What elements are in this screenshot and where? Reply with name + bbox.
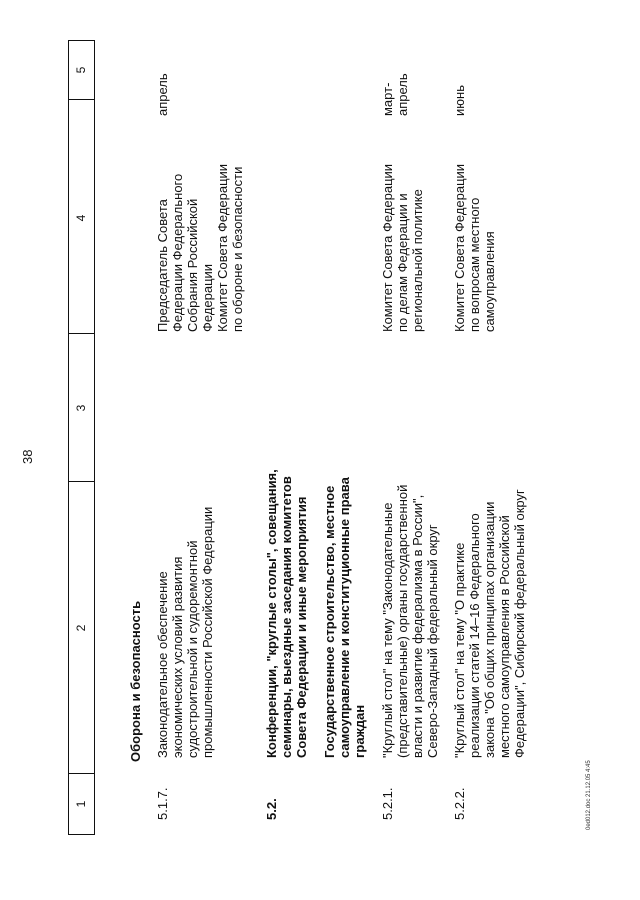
header-bottom-border [94, 40, 95, 835]
period-line: март- [380, 82, 395, 116]
title-line: реализации статей 14–16 Федерального [467, 513, 482, 758]
title-line: Федерации", Сибирский федеральный округ [512, 489, 527, 758]
header-right-border [68, 40, 95, 41]
title-line: местного самоуправления в Российской [497, 515, 512, 758]
responsible-line: Собрания Российской [185, 198, 200, 332]
responsible-line: Комитет Совета Федерации [380, 163, 395, 332]
column-header-5: 5 [74, 66, 88, 74]
title-line: Конференции, "круглые столы", совещания, [264, 469, 279, 758]
section-heading: Оборона и безопасность [128, 600, 143, 762]
responsible-line: по вопросам местного [467, 197, 482, 332]
row-number: 5.2.1. [380, 787, 395, 820]
subheading-line: граждан [352, 704, 367, 758]
header-divider-2 [68, 481, 95, 482]
header-divider-1 [68, 773, 95, 774]
title-line: "Круглый стол" на тему "Законодательные [380, 502, 395, 758]
footer-code: 0ed012.doc 21.12.05 4:45 [586, 760, 592, 830]
title-line: судостроительной и судоремонтной [185, 540, 200, 758]
responsible-line: по делам Федерации и [395, 193, 410, 332]
title-line: "Круглый стол" на тему "О практике [452, 542, 467, 758]
column-header-3: 3 [74, 404, 88, 412]
subheading-line: Государственное строительство, местное [322, 485, 337, 758]
title-line: промышленности Российской Федерации [200, 506, 215, 758]
title-line: Совета Федерации и иные мероприятия [294, 496, 309, 758]
responsible-line: самоуправления [482, 231, 497, 332]
title-line: власти и развитие федерализма в России", [410, 494, 425, 758]
responsible-line: Федерации [200, 263, 215, 332]
responsible-line: Комитет Совета Федерации [215, 163, 230, 332]
title-line: экономических условий развития [170, 556, 185, 758]
title-line: семинары, выездные заседания комитетов [279, 476, 294, 758]
header-top-border [68, 40, 69, 835]
subheading-line: самоуправление и конституционные права [337, 477, 352, 758]
row-number: 5.2. [264, 798, 279, 820]
header-divider-3 [68, 333, 95, 334]
responsible-line: по обороне и безопасности [230, 166, 245, 332]
responsible-line: Федерации Федерального [170, 173, 185, 332]
period-line: апрель [395, 73, 410, 116]
row-period: апрель [155, 73, 170, 116]
column-header-4: 4 [74, 214, 88, 222]
title-line: Северо-Западный федеральный округ [425, 524, 440, 758]
column-header-2: 2 [74, 624, 88, 632]
row-number: 5.2.2. [452, 787, 467, 820]
column-header-1: 1 [74, 800, 88, 808]
responsible-line: Комитет Совета Федерации [452, 163, 467, 332]
title-line: Законодательное обеспечение [155, 571, 170, 758]
row-number: 5.1.7. [155, 787, 170, 820]
page-number: 38 [20, 449, 35, 464]
responsible-line: Председатель Совета [155, 199, 170, 332]
responsible-line: региональной политике [410, 189, 425, 332]
row-period: июнь [452, 85, 467, 116]
title-line: закона "Об общих принципах организации [482, 501, 497, 758]
title-line: (представительные) органы государственной [395, 484, 410, 758]
header-divider-4 [68, 99, 95, 100]
header-left-border [68, 834, 95, 835]
